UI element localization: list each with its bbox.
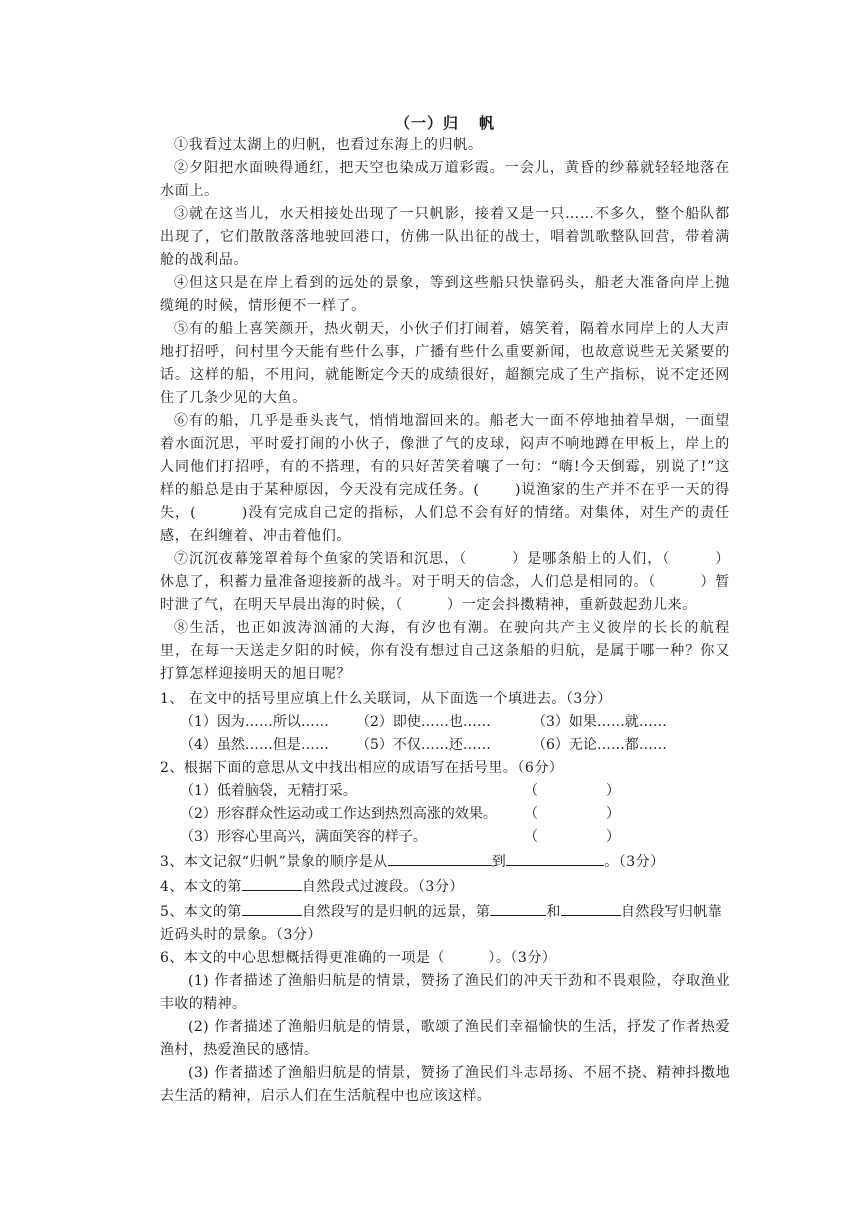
question-6-answer-1: (1) 作者描述了渔船归航是的情景，赞扬了渔民们的冲天干劲和不畏艰险，夺取渔业丰收的精神。	[160, 973, 730, 1012]
paragraph-3: ③就在这当儿，水天相接处出现了一只帆影，接着又是一只……不多久，整个船队都出现了，它们散散落落地驶回港口，仿佛一队出征的战士，唱着凯歌整队回营，带着满舱的战利品。	[160, 206, 730, 268]
option-6: （6）无论……都……	[532, 737, 667, 753]
question-2-item-2	[160, 803, 730, 826]
option-2: （2）即使……也……	[356, 714, 491, 730]
paragraph-7: ⑦沉沉夜幕笼罩着每个鱼家的笑语和沉思，（ ）是哪条船上的人们，（ ）休息了，积蓄力量准备迎接新的战斗。对于明天的信念，人们总是相同的。（ ）暂时泄了气，在明天早晨出海的时候，（ ）一定会抖擞精神，重新鼓起劲儿来。	[160, 551, 730, 613]
exam-page	[160, 108, 730, 1108]
fill-blank-5a[interactable]	[242, 899, 302, 916]
question-3: 3、本文记叙“归帆”景象的顺序是从 到 。（3分）	[160, 849, 730, 874]
option-1: （1）因为……所以……	[180, 714, 329, 730]
question-6: 6、本文的中心思想概括得更准确的一项是（ ）。（3分）	[160, 950, 557, 966]
question-2: 2、根据下面的意思从文中找出相应的成语写在括号里。（6分）	[160, 760, 564, 776]
fill-blank-3a[interactable]	[388, 849, 492, 866]
option-5: （5）不仅……还……	[356, 737, 491, 753]
question-1-options	[160, 711, 730, 757]
fill-blank-5c[interactable]	[561, 899, 621, 916]
question-2-item-2-text: （2）形容群众性运动或工作达到热烈高涨的效果。	[180, 806, 497, 822]
question-2-item-1-text: （1）低着脑袋，无精打采。	[180, 783, 357, 799]
option-4: （4）虽然……但是……	[180, 737, 329, 753]
paragraph-4: ④但这只是在岸上看到的远处的景象，等到这些船只快靠码头，船老大准备向岸上抛缆绳的时候，情形便不一样了。	[160, 275, 730, 314]
paragraph-5: ⑤有的船上喜笑颜开，热火朝天，小伙子们打闹着，嬉笑着，隔着水同岸上的人大声地打招呼，问村里今天能有些什么事，广播有些什么重要新闻，也故意说些无关紧要的话。这样的船，不用问，就能断定今天的成绩很好，超额完成了生产指标，说不定还网住了几条少见的大鱼。	[160, 321, 730, 406]
question-5: 5、本文的第 自然段写的是归帆的远景，第 和 自然段写归帆靠近码头时的景象。（3分）	[160, 899, 730, 947]
fill-blank-4[interactable]	[242, 874, 302, 891]
paragraph-1: ①我看过太湖上的归帆，也看过东海上的归帆。	[174, 137, 483, 153]
title-part1: （一）归	[394, 114, 459, 132]
paragraph-2: ②夕阳把水面映得通红，把天空也染成万道彩霞。一会儿，黄昏的纱幕就轻轻地落在水面上。	[160, 160, 730, 199]
paragraph-8: ⑧生活，也正如波涛汹涌的大海，有汐也有潮。在驶向共产主义彼岸的长长的航程里，在每一天送走夕阳的时候，你有没有想过自己这条船的归航，是属于哪一种？你又打算怎样迎接明天的旭日呢？	[160, 620, 730, 682]
question-6-answer-3: (3) 作者描述了渔船归航是的情景，赞扬了渔民们斗志昂扬、不屈不挠、精神抖擞地去生活的精神，启示人们在生活航程中也应该这样。	[160, 1065, 730, 1104]
answer-paren-3[interactable]: （ ）	[524, 829, 620, 845]
answer-paren-1[interactable]: （ ）	[524, 783, 620, 799]
fill-blank-5b[interactable]	[490, 899, 546, 916]
option-3: （3）如果……就……	[532, 714, 667, 730]
question-2-item-1	[160, 780, 730, 803]
paragraph-6: ⑥有的船，几乎是垂头丧气，悄悄地溜回来的。船老大一面不停地抽着旱烟，一面望着水面沉思，平时爱打闹的小伙子，像泄了气的皮球，闷声不响地蹲在甲板上，岸上的人同他们打招呼，有的不搭理，有的只好苦笑着嚷了一句：“嗨!今天倒霉，别说了!”这样的船总是由于某种原因，今天没有完成任务。( )说渔家的生产并不在乎一天的得失，( )没有完成自己定的指标，人们总不会有好的情绪。对集体，对生产的责任感，在纠缠着、冲击着他们。	[160, 413, 730, 544]
question-1	[160, 688, 730, 711]
question-4: 4、本文的第 自然段式过渡段。（3分）	[160, 874, 730, 899]
fill-blank-3b[interactable]	[506, 849, 604, 866]
title-part2: 帆	[479, 114, 496, 132]
question-6-answer-2: (2) 作者描述了渔船归航是的情景，歌颂了渔民们幸福愉快的生活，抒发了作者热爱渔村，热爱渔民的感情。	[160, 1019, 730, 1058]
section-title	[160, 112, 730, 134]
question-2-item-3-text: （3）形容心里高兴，满面笑容的样子。	[180, 829, 427, 845]
question-2-item-3	[160, 826, 730, 849]
question-1-text: 1、 在文中的括号里应填上什么关联词，从下面选一个填进去。（3分）	[160, 691, 612, 707]
answer-paren-2[interactable]: （ ）	[524, 806, 620, 822]
